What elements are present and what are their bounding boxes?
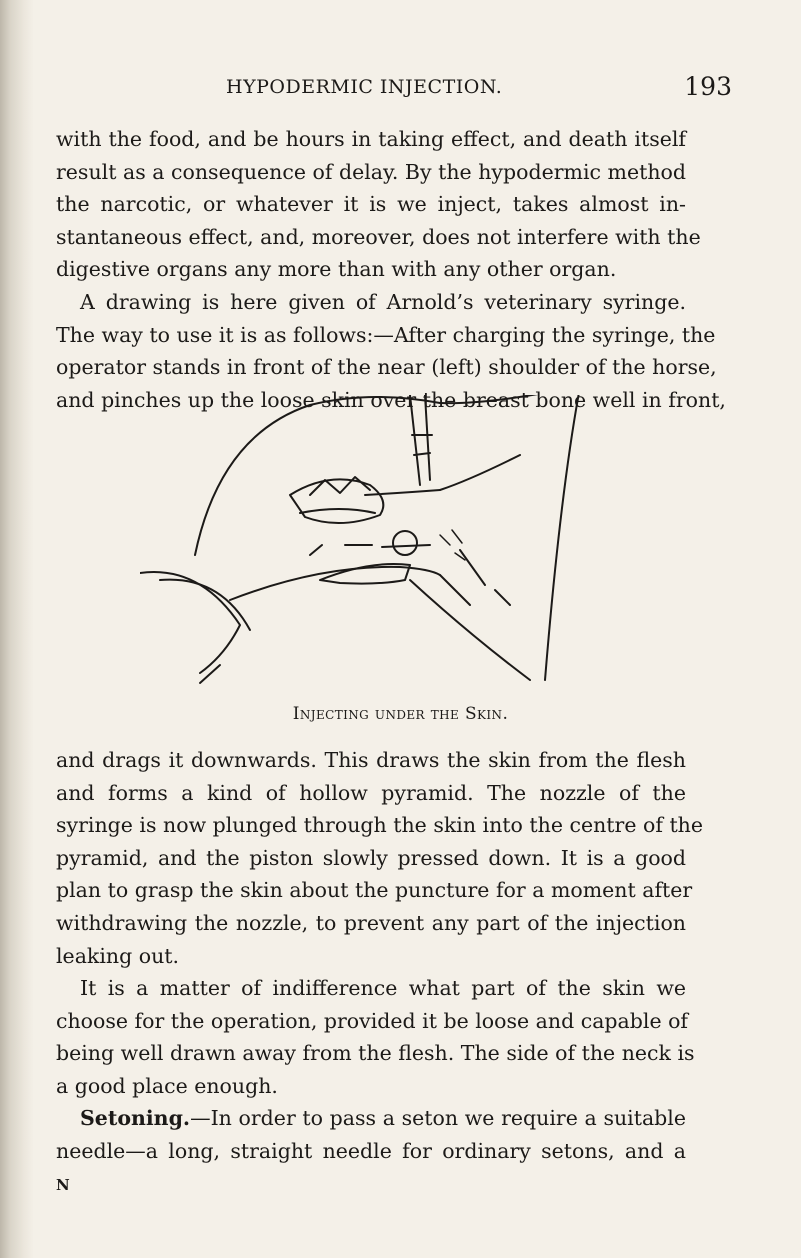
text-run: —In order to pass a seton we require a suitable [190,1106,686,1130]
text-line: The way to use it is as follows:—After charging the syringe, the [56,322,716,347]
running-head: HYPODERMIC INJECTION. [226,76,503,98]
text-line: and drags it downwards. This draws the skin from the flesh [56,748,686,772]
text-line: being well drawn away from the flesh. The side of the neck is [56,1041,695,1066]
shading-strokes [440,530,465,560]
text-line: syringe is now plunged through the skin into the centre of the [56,813,704,838]
finger-crease [300,509,375,513]
finger-knuckle [290,479,383,523]
text-line: and forms a kind of hollow pyramid. The nozzle of the [56,780,686,805]
text-line: operator stands in front of the near (left) shoulder of the horse, [56,355,717,380]
section-heading-setoning: Setoning. [80,1106,191,1130]
syringe-barrel [410,395,432,485]
text-line: digestive organs any more than with any other organ. [56,257,617,282]
page-spine-shadow [0,0,34,1258]
text-line: It is a matter of indifference what part of the skin we [80,976,686,1000]
hand-left-outline [140,572,240,673]
text-line: leaking out. [56,943,180,968]
skin-fold-right-outline [545,395,580,680]
figure-caption: Injecting under the Skin. [292,704,509,724]
text-line: plan to grasp the skin about the puncture for a moment after [56,878,693,903]
syringe-nozzle-line [440,455,520,490]
skin-hatching [440,550,510,605]
text-line: and pinches up the loose skin over the breast bone well in front, [56,387,726,412]
skin-fold-top-outline [440,395,585,403]
text-line: result as a consequence of delay. By the hypodermic method [56,159,686,184]
text-line: A drawing is here given of Arnold’s veterinary syringe. [80,290,686,314]
hand-left-inner [160,580,250,630]
paragraph-site-choice [56,972,695,1102]
text-line: choose for the operation, provided it be loose and capable of [56,1008,689,1033]
paragraph-setoning [56,1102,686,1167]
text-line [56,1102,686,1135]
page-number: 193 [684,72,732,101]
signature-mark: N [56,1176,70,1194]
text-line: a good place enough. [56,1073,278,1098]
text-line: the narcotic, or whatever it is we inject, takes almost in- [56,192,686,217]
page-header [226,72,732,108]
paragraph-procedure [56,744,704,972]
text-line: pyramid, and the piston slowly pressed down. It is a good [56,845,686,870]
hand-right-outline [410,580,530,680]
stray-mark [200,665,220,683]
text-line: stantaneous effect, and, moreover, does not interfere with the [56,224,701,249]
puncture-point [393,531,417,555]
paragraph-continued [56,123,701,286]
text-line: withdrawing the nozzle, to prevent any part of the injection [56,910,686,935]
text-line: with the food, and be hours in taking effect, and death itself [56,127,686,151]
syringe-illustration [140,395,600,690]
text-line: needle—a long, straight needle for ordinary setons, and a [56,1138,686,1163]
